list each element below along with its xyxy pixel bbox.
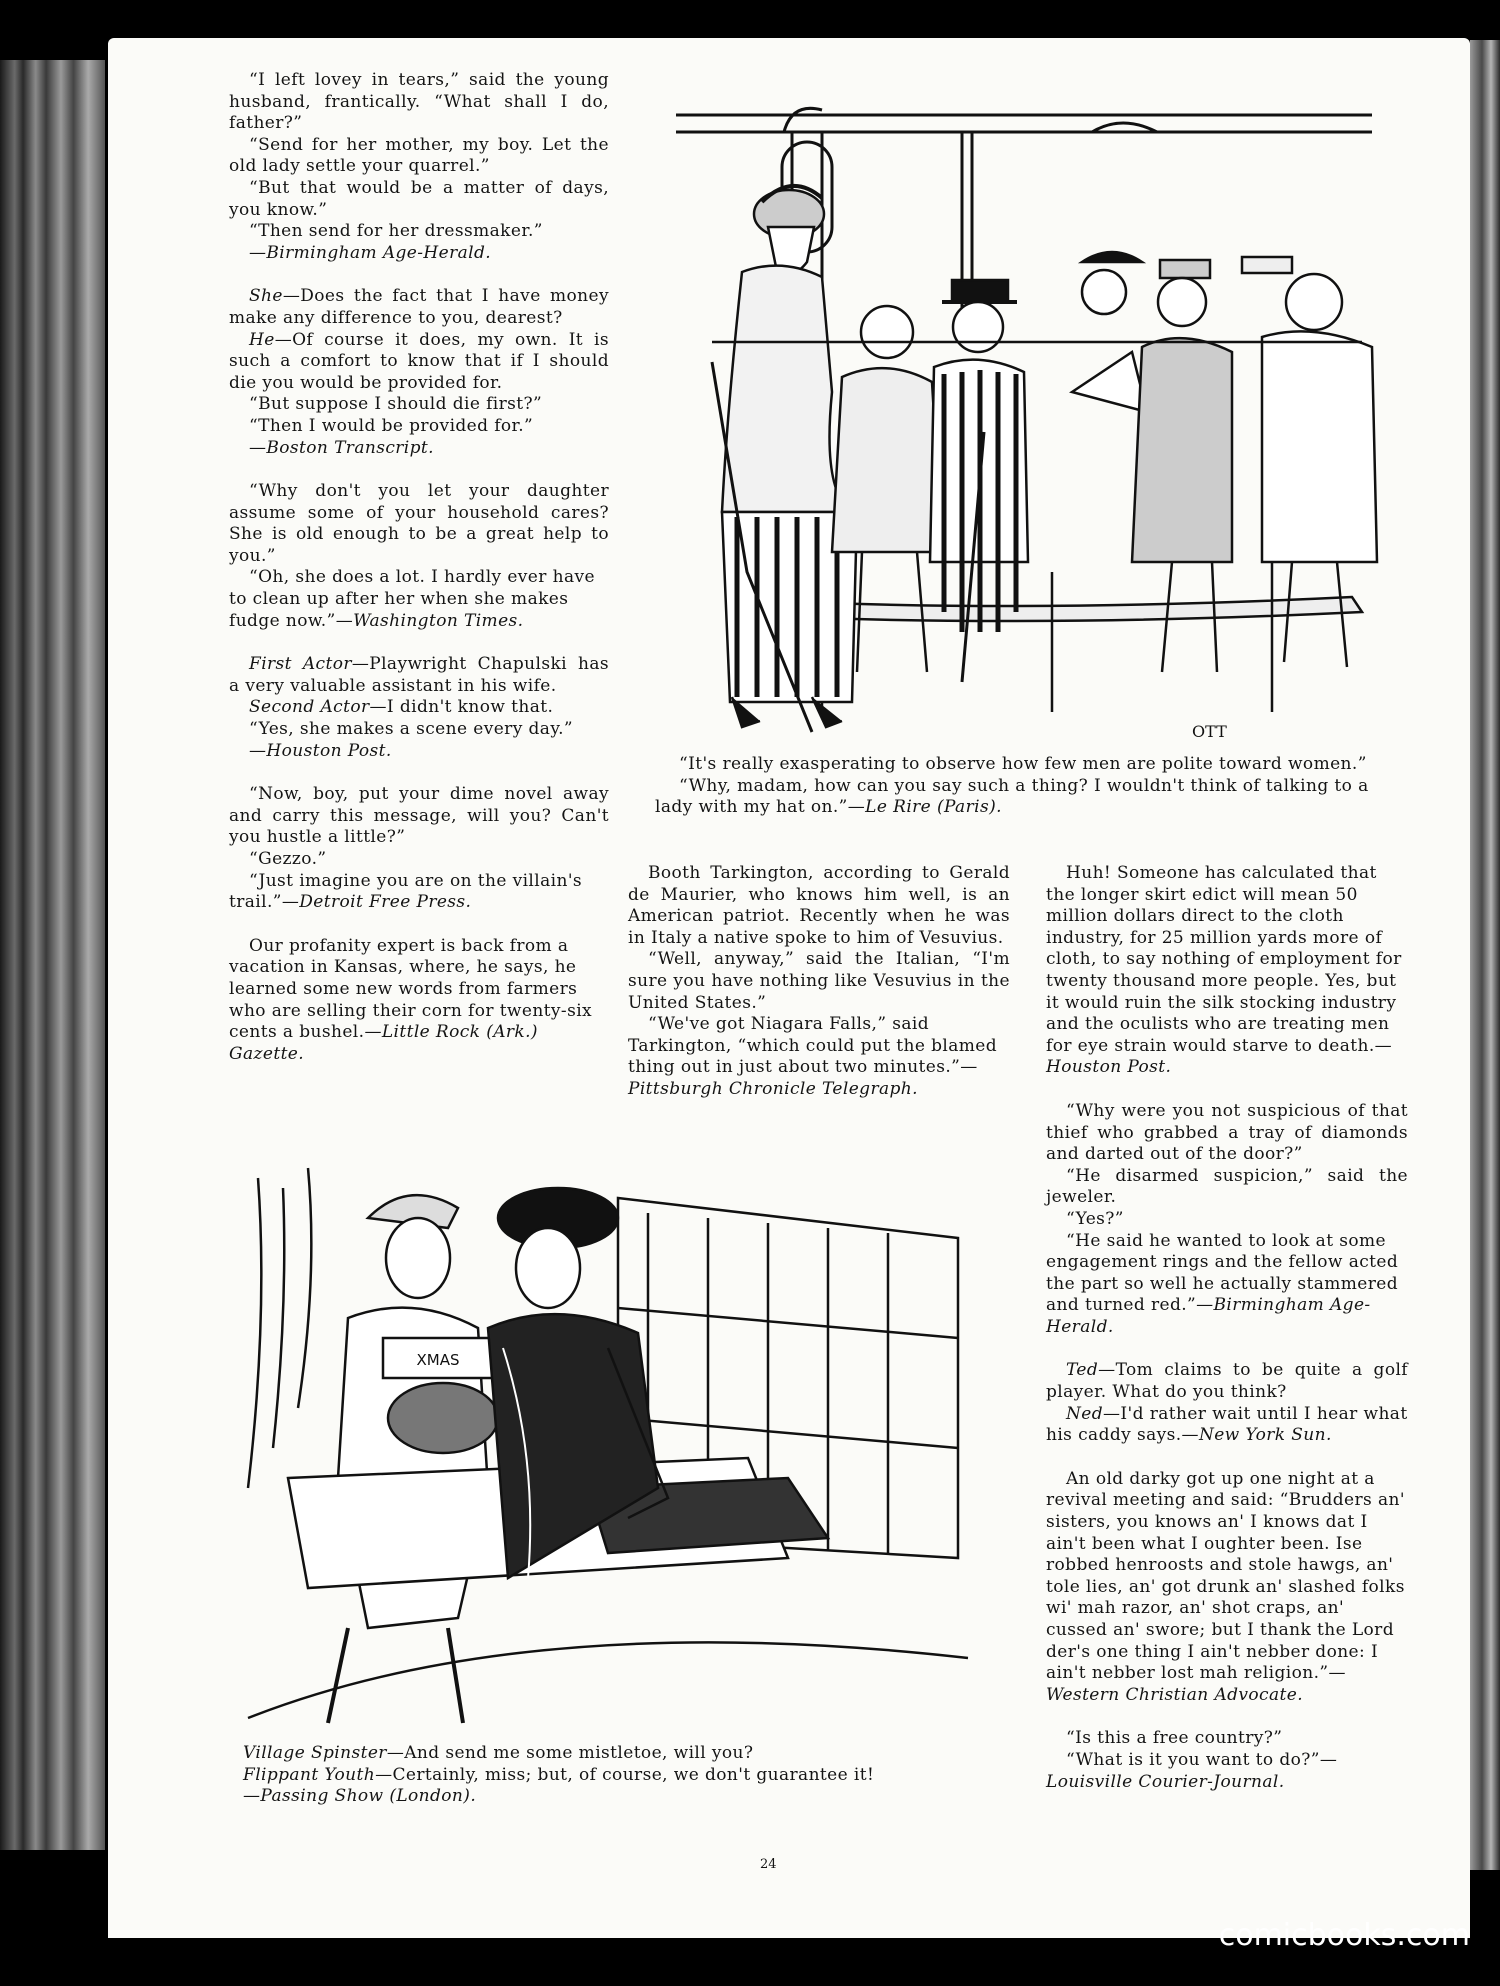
text-line [229,416,609,438]
text-line [1046,1728,1408,1750]
line-text: “Then send for her dressmaker.” [249,221,543,242]
line-text: “Just imagine you are on the villain's trail.” [229,870,583,913]
line-text: “We've got Niagara Falls,” said Tarkington, “which could put the blamed thing out in just about two minutes.” [628,1014,998,1078]
text-line [229,178,609,221]
speaker-label: First Actor [249,654,352,675]
line-text: Booth Tarkington, according to Gerald de Maurier, who knows him well, is an American patriot. Recently when he was in Italy a native spoke to him of Vesuvius. [628,863,1010,948]
book-binding-left [0,60,105,1850]
text-line [229,221,609,243]
joke-item [1046,1728,1408,1793]
text-line [655,754,1387,776]
source-credit: —Le Rire (Paris). [847,797,1002,818]
text-line [229,784,609,849]
cartoon-shop-illustration [228,1158,980,1738]
line-text: “Why, madam, how can you say such a thing? I wouldn't think of talking to a lady with my hat on.” [655,775,1369,818]
line-text: “What is it you want to do?” [1066,1749,1320,1770]
speaker-label: He [249,329,275,350]
speaker-label: Flippant Youth [243,1764,376,1785]
joke-item [229,70,609,264]
artist-signature: OTT [1192,722,1227,737]
line-text: “Then I would be provided for.” [249,415,534,436]
watermark: comicbooks.com [1218,1918,1470,1953]
line-text: “Why don't you let your daughter assume some of your household cares? She is old enough to be a great help to you.” [229,481,609,566]
source-credit: —Birmingham Age-Herald. [249,242,492,263]
line-text: An old darky got up one night at a revival meeting and said: “Brudders an' sisters, you knows an' I knows dat I ain't been what I oughter been. Ise robbed henroosts and stole hawgs, an' tole lies, an' got drunk an' slashed folks wi' mah razor, an' shot craps, an' cussed an' swore; but I thank the Lord der's one thing I ain't nebber done: I ain't nebber lost mah religion.” [1046,1468,1405,1684]
speaker-label: Second Actor [249,697,370,718]
text-line [229,394,609,416]
source-credit: —Louisville Courier-Journal. [1046,1749,1338,1792]
text-line [655,776,1387,819]
source-credit: —Houston Post. [1046,1035,1393,1078]
text-line [1046,1166,1408,1209]
text-line [229,741,609,763]
text-line [229,936,609,1066]
line-text: “Now, boy, put your dime novel away and carry this message, will you? Can't you hustle a little?” [229,784,609,848]
line-text: Our profanity expert is back from a vacation in Kansas, where, he says, he learned some new words from farmers who are selling their corn for twenty-six cents a bushel. [229,935,593,1043]
joke-item [1046,1101,1408,1339]
source-credit: —Detroit Free Press. [281,892,472,913]
text-line [219,1786,999,1808]
book-binding-right [1470,40,1500,1870]
text-line [229,654,609,697]
line-text: “Yes?” [1066,1208,1124,1229]
line-text: “But that would be a matter of days, you know.” [229,177,609,220]
joke-item [229,286,609,459]
line-text: “Is this a free country?” [1066,1728,1283,1749]
text-line [229,70,609,135]
line-text: “I left lovey in tears,” said the young husband, frantically. “What shall I do, father?” [229,70,609,134]
text-line [219,1743,999,1765]
text-line [229,481,609,567]
text-line [1046,1231,1408,1339]
source-credit: —Boston Transcript. [249,437,434,458]
text-line [229,286,609,329]
speaker-label: Ned [1066,1403,1104,1424]
line-text: “Oh, she does a lot. I hardly ever have to clean up after her when she makes fudge now.” [229,567,595,631]
text-line [229,849,609,871]
line-text: “Why were you not suspicious of that thief who grabbed a tray of diamonds and darted out of the door?” [1046,1100,1408,1165]
cartoon-streetcar-illustration [672,92,1384,737]
text-line [1046,1101,1408,1166]
text-line [219,1765,999,1787]
joke-item [628,863,1010,1101]
source-credit: —Washington Times. [335,610,524,631]
source-credit: —Pittsburgh Chronicle Telegraph. [628,1057,978,1099]
joke-item [1046,1469,1408,1707]
text-line [229,243,609,265]
line-text: “He said he wanted to look at some engagement rings and the fellow acted the part so well he actually stammered and turned red.” [1046,1230,1399,1316]
text-line [229,567,609,632]
cartoon-shop-caption [219,1743,999,1808]
line-text: “Yes, she makes a scene every day.” [249,719,573,740]
line-text: —I'd rather wait until I hear what his caddy says. [1046,1403,1408,1446]
joke-item [229,654,609,762]
joke-item [229,784,609,914]
source-credit: —Birmingham Age-Herald. [1046,1295,1371,1337]
source-credit: —Western Christian Advocate. [1046,1663,1346,1705]
cartoon-streetcar-caption [655,754,1387,819]
text-line [628,1014,1010,1100]
text-line [1046,1360,1408,1403]
line-text: “Gezzo.” [249,849,327,869]
line-text: —Certainly, miss; but, of course, we don't guarantee it! [375,1764,875,1785]
text-line [229,135,609,178]
text-line [1046,1750,1408,1793]
text-line [229,697,609,719]
text-line [1046,1404,1408,1447]
line-text: Huh! Someone has calculated that the longer skirt edict will mean 50 million dollars direct to the cloth industry, for 25 million yards more of cloth, to say nothing of employment for twenty thousand more people. Yes, but it would ruin the silk stocking industry and the oculists who are treating men for eye strain would starve to death. [1046,863,1402,1056]
text-line [628,949,1010,1014]
speaker-label: Village Spinster [243,1743,387,1763]
text-line [229,871,609,914]
line-text: —Playwright Chapulski has a very valuable assistant in his wife. [229,654,609,696]
column-right [1046,863,1408,1815]
joke-item [229,936,609,1066]
text-line [1046,1469,1408,1707]
line-text: —I didn't know that. [369,697,554,718]
speaker-label: Ted [1066,1360,1099,1381]
source-credit: —Passing Show (London). [243,1786,477,1807]
line-text: “Well, anyway,” said the Italian, “I'm sure you have nothing like Vesuvius in the United States.” [628,949,1010,1013]
text-line [1046,1209,1408,1231]
column-middle [628,863,1010,1123]
joke-item [1046,1360,1408,1446]
line-text: —Tom claims to be quite a golf player. What do you think? [1046,1360,1408,1403]
text-line [628,863,1010,949]
text-line [229,719,609,741]
line-text: —Of course it does, my own. It is such a comfort to know that if I should die you would be provided for. [229,329,609,393]
line-text: “But suppose I should die first?” [249,394,543,415]
line-text: —Does the fact that I have money make any difference to you, dearest? [229,286,609,328]
text-line [1046,863,1408,1079]
text-line [229,438,609,460]
line-text: —And send me some mistletoe, will you? [386,1743,754,1763]
joke-item [229,481,609,632]
column-left [229,70,609,1087]
line-text: “It's really exasperating to observe how few men are polite toward women.” [679,754,1367,774]
line-text: “He disarmed suspicion,” said the jeweler. [1046,1165,1408,1208]
text-line [229,330,609,395]
source-credit: —Little Rock (Ark.) Gazette. [229,1022,538,1064]
source-credit: —Houston Post. [249,740,392,761]
page-number: 24 [760,1857,777,1872]
joke-item [1046,863,1408,1079]
source-credit: —New York Sun. [1181,1425,1332,1446]
line-text: “Send for her mother, my boy. Let the old lady settle your quarrel.” [229,134,609,177]
shop-sign: XMAS [416,1351,460,1369]
speaker-label: She [249,286,283,307]
